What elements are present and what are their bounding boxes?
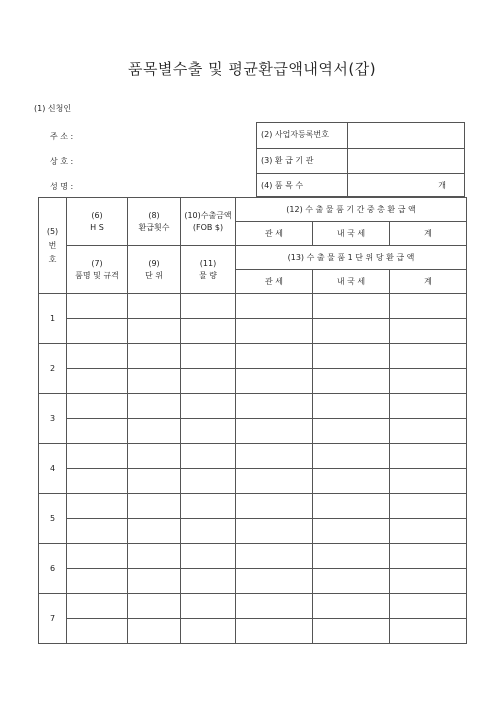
person-name-label: 성 명 :	[50, 182, 74, 191]
company-name-label: 상 호 :	[50, 157, 74, 166]
table-cell[interactable]	[181, 469, 236, 494]
per-unit-customs-header: 관 세	[236, 270, 313, 294]
table-cell[interactable]	[236, 294, 313, 319]
table-cell[interactable]	[313, 444, 390, 469]
table-cell[interactable]	[236, 519, 313, 544]
table-cell[interactable]	[236, 469, 313, 494]
export-amount-unit: (FOB $)	[192, 222, 224, 232]
number-column-label: (5) 번 호	[46, 226, 59, 264]
hs-number: (6)	[91, 210, 103, 220]
table-cell[interactable]	[236, 594, 313, 619]
row-number: 3	[39, 394, 67, 444]
refund-agency-row	[257, 148, 464, 173]
table-cell[interactable]	[236, 369, 313, 394]
table-cell[interactable]	[67, 569, 128, 594]
table-cell[interactable]	[67, 469, 128, 494]
table-cell[interactable]	[128, 344, 181, 369]
table-cell[interactable]	[128, 419, 181, 444]
table-cell[interactable]	[181, 519, 236, 544]
per-unit-refund-header: (13) 수 출 물 품 1 단 위 당 환 급 액	[236, 246, 467, 270]
table-cell[interactable]	[128, 319, 181, 344]
table-cell[interactable]	[390, 344, 467, 369]
table-cell[interactable]	[181, 294, 236, 319]
per-unit-sum-header: 계	[390, 270, 467, 294]
table-cell[interactable]	[390, 569, 467, 594]
total-sum-header: 계	[390, 222, 467, 246]
unit-label: 단 위	[145, 270, 163, 280]
table-cell[interactable]	[313, 394, 390, 419]
number-column-header	[39, 198, 67, 294]
address-label: 주 소 :	[50, 132, 74, 141]
table-cell[interactable]	[390, 469, 467, 494]
table-cell[interactable]	[128, 544, 181, 569]
table-cell[interactable]	[313, 419, 390, 444]
table-cell[interactable]	[236, 319, 313, 344]
table-cell[interactable]	[390, 519, 467, 544]
table-cell[interactable]	[313, 544, 390, 569]
table-cell[interactable]	[236, 444, 313, 469]
refund-count-number: (8)	[148, 210, 160, 220]
table-cell[interactable]	[390, 544, 467, 569]
table-cell[interactable]	[181, 444, 236, 469]
table-cell[interactable]	[128, 519, 181, 544]
hs-header	[67, 198, 128, 246]
unit-number: (9)	[148, 258, 160, 268]
table-cell[interactable]	[181, 394, 236, 419]
quantity-number: (11)	[199, 258, 217, 268]
table-cell[interactable]	[181, 369, 236, 394]
table-cell[interactable]	[67, 419, 128, 444]
item-count-label: (4) 품 목 수	[257, 174, 348, 198]
row-number: 1	[39, 294, 67, 344]
table-cell[interactable]	[67, 394, 128, 419]
table-cell[interactable]	[181, 419, 236, 444]
page-title: 품목별수출 및 평균환급액내역서(갑)	[127, 60, 377, 78]
refund-count-header	[128, 198, 181, 246]
table-cell[interactable]	[128, 569, 181, 594]
table-cell[interactable]	[128, 444, 181, 469]
table-cell[interactable]	[181, 494, 236, 519]
table-cell[interactable]	[67, 319, 128, 344]
table-cell[interactable]	[313, 344, 390, 369]
row-number: 6	[39, 544, 67, 594]
table-cell[interactable]	[181, 569, 236, 594]
table-cell[interactable]	[67, 294, 128, 319]
hs-label: H S	[90, 222, 104, 232]
table-cell[interactable]	[313, 369, 390, 394]
table-cell[interactable]	[313, 569, 390, 594]
product-spec-label: 품명 및 규격	[75, 270, 119, 280]
item-count-field[interactable]: 개	[438, 181, 446, 190]
applicant-info-box	[256, 122, 465, 197]
table-cell[interactable]	[181, 319, 236, 344]
table-cell[interactable]	[390, 419, 467, 444]
applicant-heading: (1) 신청인	[34, 104, 72, 113]
table-cell[interactable]	[67, 594, 128, 619]
row-number: 2	[39, 344, 67, 394]
table-cell[interactable]	[313, 619, 390, 644]
table-cell[interactable]	[390, 369, 467, 394]
table-cell[interactable]	[313, 519, 390, 544]
business-number-label: (2) 사업자등록번호	[257, 123, 348, 148]
table-cell[interactable]	[67, 544, 128, 569]
quantity-header	[181, 246, 236, 294]
table-cell[interactable]	[236, 544, 313, 569]
table-cell[interactable]	[236, 569, 313, 594]
table-cell[interactable]	[128, 494, 181, 519]
row-number: 5	[39, 494, 67, 544]
table-cell[interactable]	[236, 394, 313, 419]
per-unit-domestic-tax-header: 내 국 세	[313, 270, 390, 294]
export-refund-table	[38, 197, 467, 644]
export-amount-label: (10)수출금액	[184, 210, 232, 220]
table-cell[interactable]	[67, 369, 128, 394]
total-customs-header: 관 세	[236, 222, 313, 246]
item-count-row	[257, 173, 464, 198]
table-cell[interactable]	[128, 594, 181, 619]
refund-agency-field[interactable]	[348, 149, 464, 173]
table-cell[interactable]	[128, 294, 181, 319]
table-cell[interactable]	[181, 619, 236, 644]
table-cell[interactable]	[181, 594, 236, 619]
table-cell[interactable]	[390, 394, 467, 419]
row-number: 4	[39, 444, 67, 494]
table-cell[interactable]	[236, 619, 313, 644]
table-cell[interactable]	[128, 369, 181, 394]
table-cell[interactable]	[236, 494, 313, 519]
refund-count-label: 환급횟수	[138, 222, 170, 232]
quantity-label: 물 량	[199, 270, 217, 280]
table-cell[interactable]	[67, 344, 128, 369]
refund-agency-label: (3) 환 급 기 관	[257, 149, 348, 173]
table-cell[interactable]	[390, 494, 467, 519]
unit-header	[128, 246, 181, 294]
table-cell[interactable]	[313, 494, 390, 519]
table-cell[interactable]	[313, 319, 390, 344]
table-cell[interactable]	[390, 619, 467, 644]
table-cell[interactable]	[390, 594, 467, 619]
total-refund-header: (12) 수 출 물 품 기 간 중 총 환 급 액	[236, 198, 467, 222]
business-number-row	[257, 123, 464, 148]
table-cell[interactable]	[390, 294, 467, 319]
row-number: 7	[39, 594, 67, 644]
table-cell[interactable]	[313, 469, 390, 494]
table-cell[interactable]	[390, 444, 467, 469]
table-cell[interactable]	[181, 544, 236, 569]
table-cell[interactable]	[313, 294, 390, 319]
table-cell[interactable]	[390, 319, 467, 344]
table-cell[interactable]	[128, 394, 181, 419]
table-cell[interactable]	[67, 444, 128, 469]
product-spec-header	[67, 246, 128, 294]
table-cell[interactable]	[128, 469, 181, 494]
export-amount-header	[181, 198, 236, 246]
table-cell[interactable]	[181, 344, 236, 369]
table-cell[interactable]	[128, 619, 181, 644]
table-cell[interactable]	[236, 344, 313, 369]
table-cell[interactable]	[67, 519, 128, 544]
table-cell[interactable]	[67, 619, 128, 644]
total-domestic-tax-header: 내 국 세	[313, 222, 390, 246]
business-number-field[interactable]	[348, 123, 464, 148]
table-cell[interactable]	[313, 594, 390, 619]
product-spec-number: (7)	[91, 258, 103, 268]
table-cell[interactable]	[67, 494, 128, 519]
table-cell[interactable]	[236, 419, 313, 444]
